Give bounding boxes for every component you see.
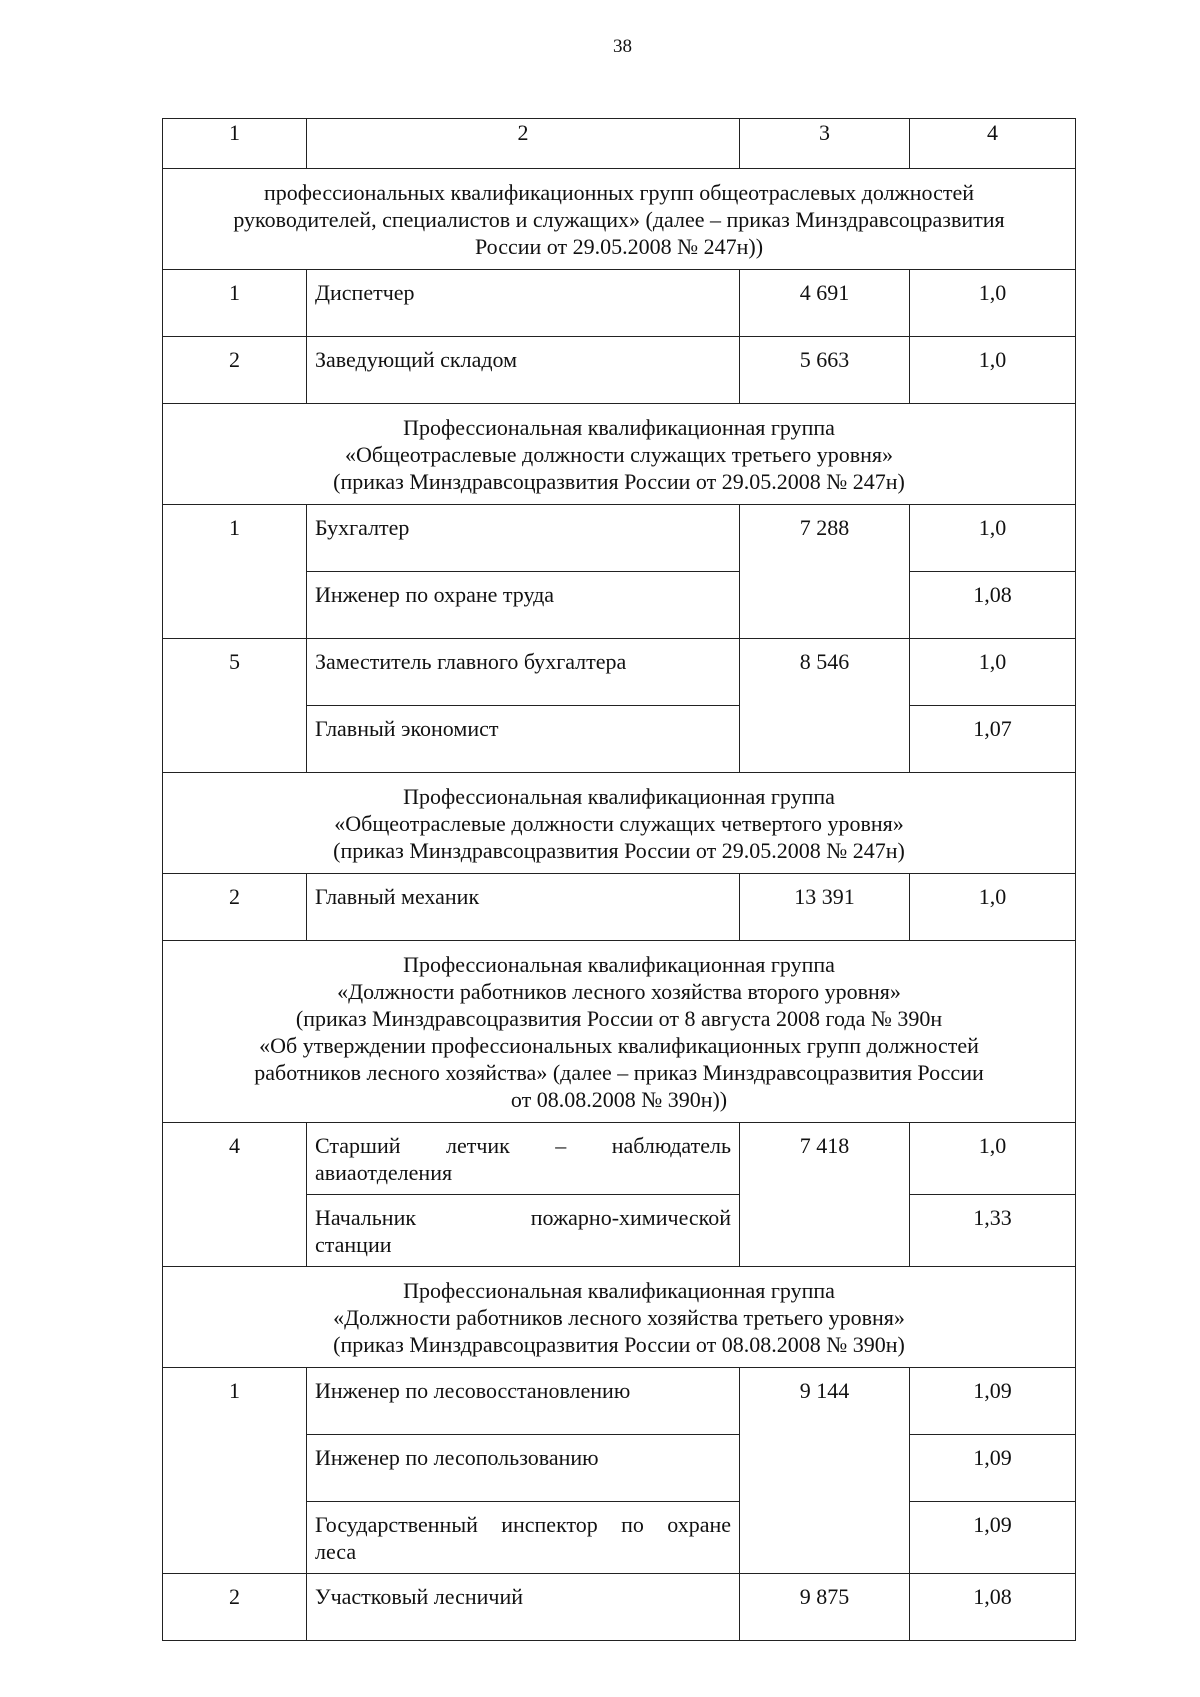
coefficient: 1,09 — [910, 1368, 1076, 1435]
coefficient: 1,0 — [910, 337, 1076, 404]
level-number: 2 — [163, 874, 307, 941]
coefficient: 1,0 — [910, 270, 1076, 337]
group-heading-line: Профессиональная квалификационная группа — [403, 784, 835, 809]
position-name: Инженер по охране труда — [307, 572, 740, 639]
table-row — [163, 874, 1076, 941]
group-heading-line: «Общеотраслевые должности служащих четвертого уровня» — [334, 811, 904, 836]
base-salary: 13 391 — [740, 874, 910, 941]
group-heading — [163, 404, 1076, 505]
position-name: Бухгалтер — [307, 505, 740, 572]
position-name: Заместитель главного бухгалтера — [307, 639, 740, 706]
level-number: 1 — [163, 1368, 307, 1574]
table-header-row — [163, 119, 1076, 169]
header-cell: 3 — [740, 119, 910, 169]
header-cell: 1 — [163, 119, 307, 169]
table-row — [163, 270, 1076, 337]
position-name: Участковый лесничий — [307, 1574, 740, 1641]
group-heading-line: «Должности работников лесного хозяйства третьего уровня» — [333, 1305, 905, 1330]
group-heading-line: Профессиональная квалификационная группа — [403, 1278, 835, 1303]
level-number: 2 — [163, 337, 307, 404]
group-heading-line: (приказ Минздравсоцразвития России от 8 августа 2008 года № 390н — [295, 1006, 943, 1031]
coefficient: 1,09 — [910, 1502, 1076, 1574]
group-heading-line: «Об утверждении профессиональных квалификационных групп должностей — [259, 1033, 979, 1058]
position-name: Диспетчер — [307, 270, 740, 337]
group-heading — [163, 1267, 1076, 1368]
position-name — [307, 1502, 740, 1574]
group-heading-line: «Должности работников лесного хозяйства второго уровня» — [337, 979, 901, 1004]
coefficient: 1,0 — [910, 874, 1076, 941]
table-row — [163, 1123, 1076, 1195]
position-name-line: Начальник пожарно-химической — [315, 1205, 731, 1230]
group-heading-line: (приказ Минздравсоцразвития России от 29.05.2008 № 247н) — [333, 469, 905, 494]
group-heading-row — [163, 1267, 1076, 1368]
coefficient: 1,07 — [910, 706, 1076, 773]
group-heading-line: руководителей, специалистов и служащих» (далее – приказ Минздравсоцразвития — [233, 207, 1005, 232]
base-salary: 8 546 — [740, 639, 910, 773]
base-salary: 5 663 — [740, 337, 910, 404]
group-heading-line: работников лесного хозяйства» (далее – приказ Минздравсоцразвития России — [254, 1060, 984, 1085]
coefficient: 1,0 — [910, 505, 1076, 572]
position-name — [307, 1123, 740, 1195]
group-heading-line: (приказ Минздравсоцразвития России от 29.05.2008 № 247н) — [333, 838, 905, 863]
position-name: Инженер по лесовосстановлению — [307, 1368, 740, 1435]
position-name: Главный экономист — [307, 706, 740, 773]
position-name: Главный механик — [307, 874, 740, 941]
position-name-line: Государственный инспектор по охране — [315, 1512, 731, 1537]
coefficient: 1,0 — [910, 1123, 1076, 1195]
page-number: 38 — [613, 36, 632, 57]
group-heading-row — [163, 169, 1076, 270]
group-heading-line: профессиональных квалификационных групп общеотраслевых должностей — [264, 180, 974, 205]
level-number: 5 — [163, 639, 307, 773]
group-heading-row — [163, 773, 1076, 874]
position-name — [307, 1195, 740, 1267]
level-number: 2 — [163, 1574, 307, 1641]
group-heading-line: России от 29.05.2008 № 247н)) — [474, 234, 764, 259]
position-name-line: станции — [315, 1232, 392, 1257]
table-row — [163, 639, 1076, 706]
position-name-line: авиаотделения — [315, 1160, 453, 1185]
group-heading — [163, 941, 1076, 1123]
level-number: 4 — [163, 1123, 307, 1267]
position-name-line: Старший летчик – наблюдатель — [315, 1133, 731, 1158]
coefficient: 1,08 — [910, 1574, 1076, 1641]
coefficient: 1,09 — [910, 1435, 1076, 1502]
base-salary: 9 875 — [740, 1574, 910, 1641]
group-heading-line: Профессиональная квалификационная группа — [403, 952, 835, 977]
group-heading-row — [163, 941, 1076, 1123]
base-salary: 4 691 — [740, 270, 910, 337]
level-number: 1 — [163, 270, 307, 337]
header-cell: 4 — [910, 119, 1076, 169]
level-number: 1 — [163, 505, 307, 639]
position-name: Инженер по лесопользованию — [307, 1435, 740, 1502]
header-cell: 2 — [307, 119, 740, 169]
base-salary: 9 144 — [740, 1368, 910, 1574]
group-heading-row — [163, 404, 1076, 505]
table-row — [163, 1574, 1076, 1641]
base-salary: 7 288 — [740, 505, 910, 639]
group-heading — [163, 169, 1076, 270]
position-name-line: леса — [315, 1539, 357, 1564]
coefficient: 1,08 — [910, 572, 1076, 639]
group-heading-line: Профессиональная квалификационная группа — [403, 415, 835, 440]
group-heading-line: «Общеотраслевые должности служащих третьего уровня» — [344, 442, 894, 467]
group-heading-line: (приказ Минздравсоцразвития России от 08.08.2008 № 390н) — [333, 1332, 905, 1357]
group-heading — [163, 773, 1076, 874]
coefficient: 1,0 — [910, 639, 1076, 706]
base-salary: 7 418 — [740, 1123, 910, 1267]
table-row — [163, 1368, 1076, 1435]
salary-table — [162, 118, 1076, 1641]
table-row — [163, 337, 1076, 404]
table-row — [163, 505, 1076, 572]
group-heading-line: от 08.08.2008 № 390н)) — [510, 1087, 728, 1112]
coefficient: 1,33 — [910, 1195, 1076, 1267]
position-name: Заведующий складом — [307, 337, 740, 404]
